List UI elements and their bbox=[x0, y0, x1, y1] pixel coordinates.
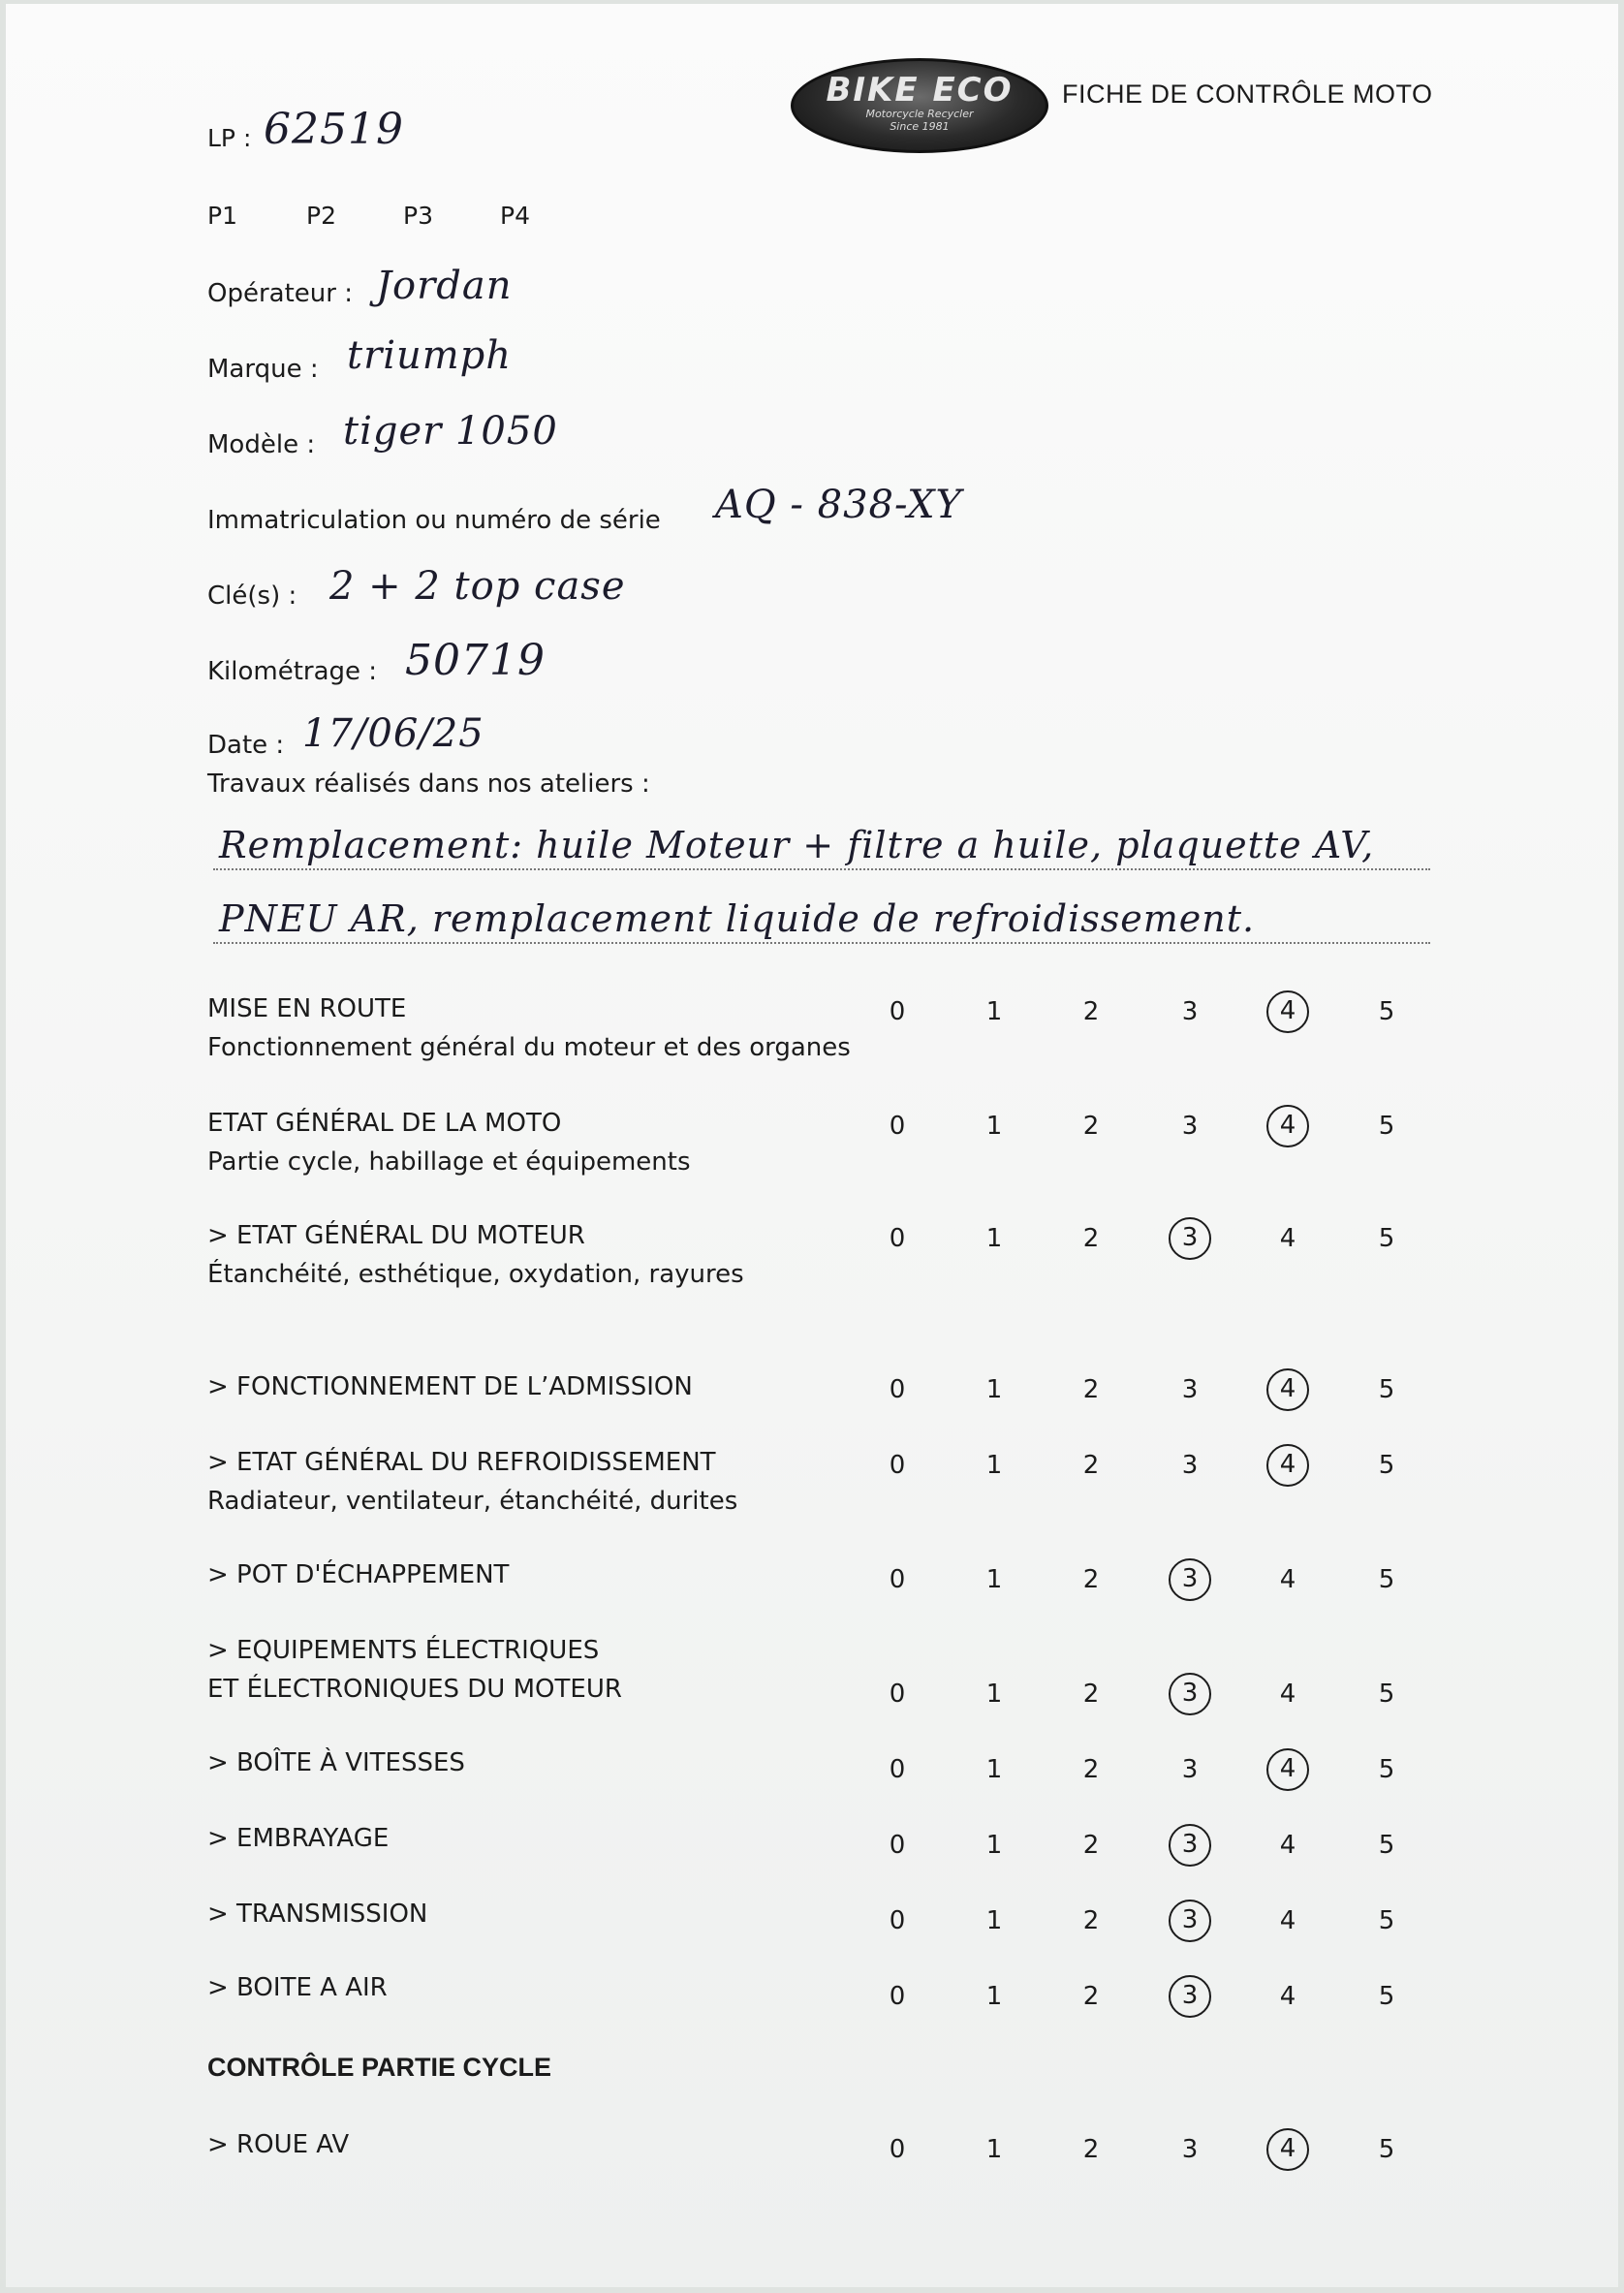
immat-value: AQ - 838-XY bbox=[715, 483, 962, 527]
score-option: 5 bbox=[1378, 1982, 1395, 2011]
score-option-circled: 3 bbox=[1169, 1975, 1211, 2018]
logo-since: Since 1981 bbox=[890, 120, 950, 133]
score-option-circled: 4 bbox=[1266, 1444, 1309, 1487]
score-option: 4 bbox=[1279, 1906, 1296, 1935]
score-option: 0 bbox=[889, 1375, 906, 1404]
date-value: 17/06/25 bbox=[302, 711, 484, 756]
control-row-title: > EMBRAYAGE bbox=[207, 1824, 390, 1853]
control-row-title: > TRANSMISSION bbox=[207, 1900, 428, 1929]
score-option: 2 bbox=[1082, 1565, 1100, 1594]
km-value: 50719 bbox=[405, 636, 546, 685]
document-title: FICHE DE CONTRÔLE MOTO bbox=[1062, 79, 1433, 109]
score-option: 2 bbox=[1082, 1451, 1100, 1480]
score-option: 0 bbox=[889, 1112, 906, 1141]
km-label: Kilométrage : bbox=[207, 657, 378, 686]
score-option: 5 bbox=[1378, 1755, 1395, 1784]
dotted-line-2 bbox=[213, 942, 1430, 944]
score-option: 0 bbox=[889, 1224, 906, 1253]
score-option: 1 bbox=[985, 1565, 1003, 1594]
score-option: 5 bbox=[1378, 1112, 1395, 1141]
position-p4: P4 bbox=[500, 202, 530, 230]
lp-value: 62519 bbox=[264, 105, 404, 154]
position-p2: P2 bbox=[306, 202, 336, 230]
score-option: 3 bbox=[1181, 1755, 1199, 1784]
score-option: 0 bbox=[889, 1831, 906, 1860]
score-option-circled: 4 bbox=[1266, 1105, 1309, 1147]
logo-tagline: Motorcycle Recycler bbox=[865, 108, 974, 120]
score-option-circled: 3 bbox=[1169, 1900, 1211, 1942]
score-option: 2 bbox=[1082, 1375, 1100, 1404]
score-option: 5 bbox=[1378, 2135, 1395, 2164]
marque-value: triumph bbox=[347, 333, 513, 378]
travaux-line-2: PNEU AR, remplacement liquide de refroidissement. bbox=[219, 897, 1256, 940]
score-option: 2 bbox=[1082, 1112, 1100, 1141]
score-option: 2 bbox=[1082, 1224, 1100, 1253]
score-option: 0 bbox=[889, 2135, 906, 2164]
control-row-subtitle: Radiateur, ventilateur, étanchéité, durites bbox=[207, 1487, 738, 1516]
control-row-title: > BOÎTE À VITESSES bbox=[207, 1748, 465, 1777]
lp-label: LP : bbox=[207, 124, 252, 152]
score-option: 1 bbox=[985, 1906, 1003, 1935]
score-option: 1 bbox=[985, 1680, 1003, 1709]
score-option: 1 bbox=[985, 1451, 1003, 1480]
operateur-label: Opérateur : bbox=[207, 279, 353, 308]
score-option: 2 bbox=[1082, 2135, 1100, 2164]
control-row-title: > ETAT GÉNÉRAL DU REFROIDISSEMENT bbox=[207, 1448, 716, 1477]
score-option: 1 bbox=[985, 1982, 1003, 2011]
modele-label: Modèle : bbox=[207, 430, 316, 459]
score-option: 0 bbox=[889, 1565, 906, 1594]
control-sheet bbox=[6, 4, 1618, 2287]
score-option-circled: 4 bbox=[1266, 990, 1309, 1033]
score-option: 5 bbox=[1378, 1680, 1395, 1709]
score-option: 0 bbox=[889, 1680, 906, 1709]
position-p1: P1 bbox=[207, 202, 237, 230]
score-option: 1 bbox=[985, 1224, 1003, 1253]
score-option: 2 bbox=[1082, 1831, 1100, 1860]
score-option: 5 bbox=[1378, 1831, 1395, 1860]
logo-brand: BIKE ECO bbox=[826, 71, 1014, 110]
score-option: 1 bbox=[985, 1831, 1003, 1860]
score-option: 4 bbox=[1279, 1831, 1296, 1860]
score-option-circled: 4 bbox=[1266, 1368, 1309, 1411]
score-option: 3 bbox=[1181, 997, 1199, 1026]
bike-eco-logo bbox=[791, 58, 1048, 153]
score-option: 1 bbox=[985, 1112, 1003, 1141]
score-option: 4 bbox=[1279, 1680, 1296, 1709]
score-option: 3 bbox=[1181, 1112, 1199, 1141]
score-option: 3 bbox=[1181, 1375, 1199, 1404]
score-option: 0 bbox=[889, 1982, 906, 2011]
score-option: 2 bbox=[1082, 1982, 1100, 2011]
score-option: 0 bbox=[889, 997, 906, 1026]
score-option-circled: 3 bbox=[1169, 1558, 1211, 1601]
score-option: 2 bbox=[1082, 1680, 1100, 1709]
date-label: Date : bbox=[207, 731, 285, 760]
score-option: 0 bbox=[889, 1906, 906, 1935]
score-option: 4 bbox=[1279, 1565, 1296, 1594]
cles-label: Clé(s) : bbox=[207, 581, 297, 611]
control-row-title: > EQUIPEMENTS ÉLECTRIQUES bbox=[207, 1636, 600, 1665]
score-option: 2 bbox=[1082, 1906, 1100, 1935]
control-row-title: MISE EN ROUTE bbox=[207, 994, 407, 1023]
control-row-title: ETAT GÉNÉRAL DE LA MOTO bbox=[207, 1109, 562, 1138]
score-option: 0 bbox=[889, 1451, 906, 1480]
score-option: 1 bbox=[985, 1755, 1003, 1784]
control-row-title: > BOITE A AIR bbox=[207, 1973, 388, 2002]
control-row-title: > POT D'ÉCHAPPEMENT bbox=[207, 1560, 510, 1589]
control-row-subtitle: Fonctionnement général du moteur et des organes bbox=[207, 1033, 851, 1062]
score-option: 4 bbox=[1279, 1224, 1296, 1253]
score-option: 1 bbox=[985, 997, 1003, 1026]
score-option: 2 bbox=[1082, 997, 1100, 1026]
marque-label: Marque : bbox=[207, 355, 319, 384]
score-option: 5 bbox=[1378, 1375, 1395, 1404]
score-option-circled: 3 bbox=[1169, 1673, 1211, 1715]
score-option: 5 bbox=[1378, 1565, 1395, 1594]
cles-value: 2 + 2 top case bbox=[329, 564, 626, 609]
score-option: 1 bbox=[985, 1375, 1003, 1404]
control-row-title: > FONCTIONNEMENT DE L’ADMISSION bbox=[207, 1372, 693, 1401]
score-option: 5 bbox=[1378, 1224, 1395, 1253]
score-option: 0 bbox=[889, 1755, 906, 1784]
control-row-subtitle: Partie cycle, habillage et équipements bbox=[207, 1147, 691, 1177]
travaux-line-1: Remplacement: huile Moteur + filtre a huile, plaquette AV, bbox=[219, 824, 1375, 866]
position-p3: P3 bbox=[403, 202, 433, 230]
cycle-row-title: > ROUE AV bbox=[207, 2130, 350, 2159]
section-title-partie-cycle: CONTRÔLE PARTIE CYCLE bbox=[207, 2053, 552, 2082]
modele-value: tiger 1050 bbox=[343, 409, 558, 454]
score-option: 3 bbox=[1181, 2135, 1199, 2164]
control-row-subtitle: Étanchéité, esthétique, oxydation, rayures bbox=[207, 1260, 744, 1289]
score-option-circled: 3 bbox=[1169, 1824, 1211, 1867]
control-row-subtitle: ET ÉLECTRONIQUES DU MOTEUR bbox=[207, 1675, 622, 1704]
score-option-circled: 4 bbox=[1266, 2128, 1309, 2171]
operateur-value: Jordan bbox=[376, 264, 513, 308]
score-option: 2 bbox=[1082, 1755, 1100, 1784]
score-option: 3 bbox=[1181, 1451, 1199, 1480]
score-option-circled: 3 bbox=[1169, 1217, 1211, 1260]
travaux-label: Travaux réalisés dans nos ateliers : bbox=[207, 770, 650, 799]
immat-label: Immatriculation ou numéro de série bbox=[207, 506, 661, 535]
score-option: 1 bbox=[985, 2135, 1003, 2164]
score-option: 4 bbox=[1279, 1982, 1296, 2011]
score-option: 5 bbox=[1378, 1451, 1395, 1480]
score-option: 5 bbox=[1378, 997, 1395, 1026]
score-option-circled: 4 bbox=[1266, 1748, 1309, 1791]
control-row-title: > ETAT GÉNÉRAL DU MOTEUR bbox=[207, 1221, 585, 1250]
dotted-line-1 bbox=[213, 868, 1430, 870]
score-option: 5 bbox=[1378, 1906, 1395, 1935]
